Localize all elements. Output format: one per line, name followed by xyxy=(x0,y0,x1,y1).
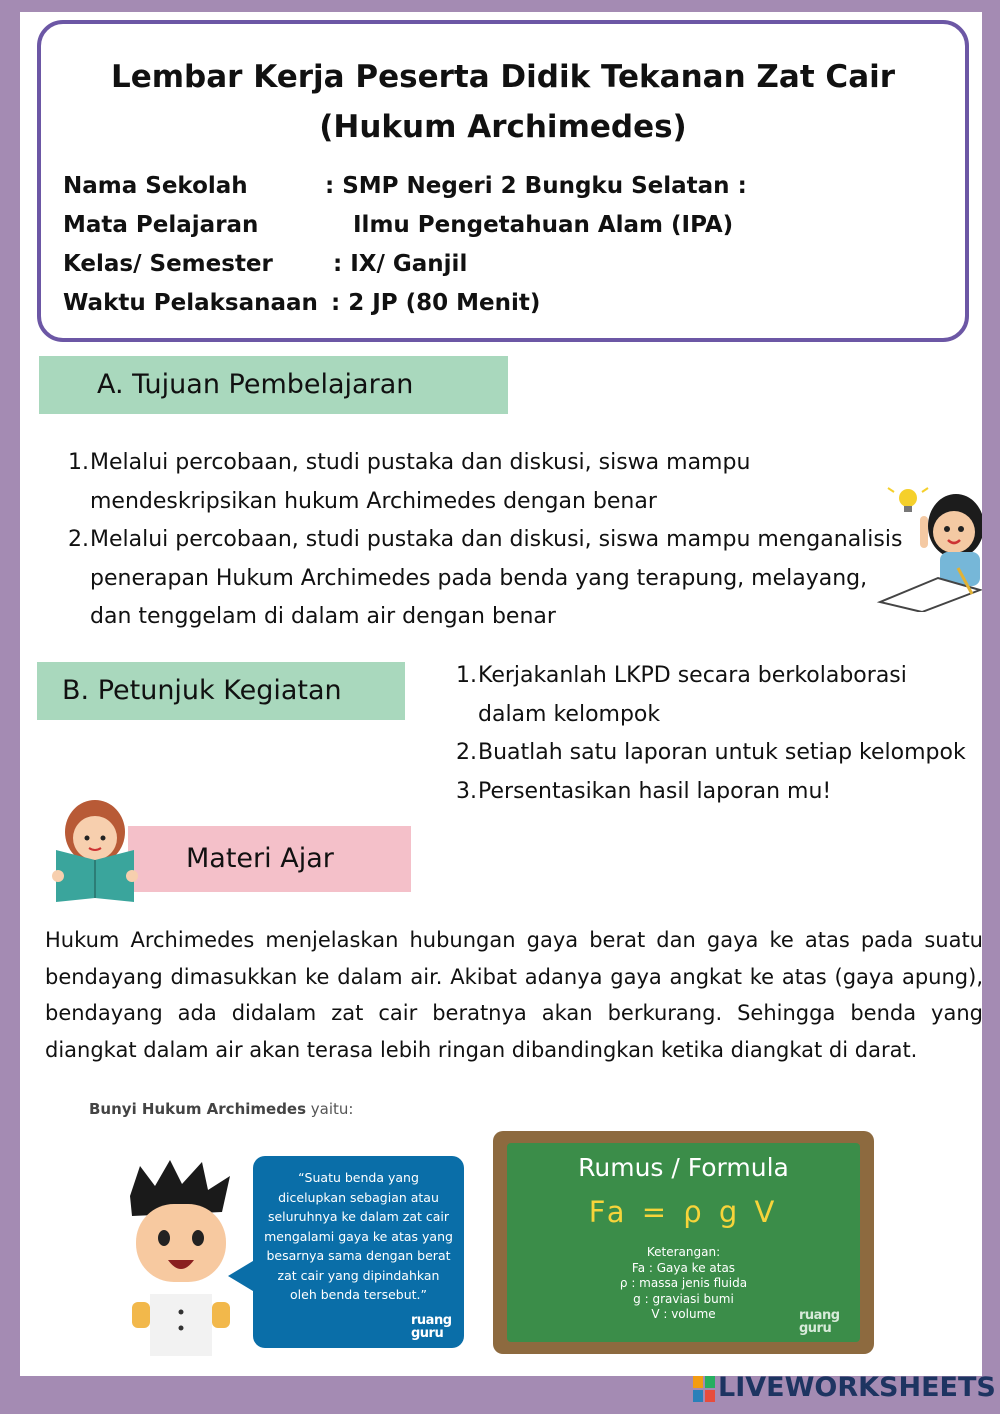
section-a-heading: A. Tujuan Pembelajaran xyxy=(97,369,414,400)
board-title: Rumus / Formula xyxy=(578,1153,789,1182)
list-text: dan tenggelam di dalam air dengan benar xyxy=(90,604,556,629)
chalkboard-surface xyxy=(507,1143,860,1342)
list-text: Kerjakanlah LKPD secara berkolaborasi xyxy=(478,663,907,688)
list-text: Buatlah satu laporan untuk setiap kelompok xyxy=(478,740,966,765)
info-label: Mata Pelajaran xyxy=(63,212,259,238)
list-text: Persentasikan hasil laporan mu! xyxy=(478,778,832,804)
section-a-heading-bar xyxy=(39,356,508,414)
title-line-1: Lembar Kerja Peserta Didik Tekanan Zat Cair xyxy=(110,59,896,95)
boy-thumbs-up-illustration xyxy=(110,1156,250,1356)
legend-item: ρ : massa jenis fluida xyxy=(619,1276,748,1290)
list-text: Melalui percobaan, studi pustaka dan diskusi, siswa mampu xyxy=(90,450,751,475)
info-label: Kelas/ Semester xyxy=(63,251,273,277)
title-line-2: (Hukum Archimedes) xyxy=(319,109,687,145)
info-label: Nama Sekolah xyxy=(63,173,248,199)
materi-heading-bar xyxy=(128,826,411,892)
info-label: Waktu Pelaksanaan xyxy=(63,290,318,316)
section-b-heading: B. Petunjuk Kegiatan xyxy=(62,675,342,706)
list-number: 3. xyxy=(456,778,477,804)
page-title xyxy=(41,52,965,152)
list-text: penerapan Hukum Archimedes pada benda yang terapung, melayang, xyxy=(90,565,868,591)
info-value: : SMP Negeri 2 Bungku Selatan : xyxy=(325,173,747,199)
list-number: 2. xyxy=(456,740,477,765)
legend-item: V : volume xyxy=(651,1307,716,1321)
list-text: mendeskripsikan hukum Archimedes dengan benar xyxy=(90,488,657,514)
caption-bold: Bunyi Hukum Archimedes xyxy=(89,1100,307,1118)
header-box xyxy=(37,20,969,342)
info-value: : IX/ Ganjil xyxy=(333,251,468,277)
list-item xyxy=(456,734,982,773)
materi-heading: Materi Ajar xyxy=(186,843,334,874)
list-item xyxy=(68,521,908,637)
legend-item: g : graviasi bumi xyxy=(633,1291,734,1306)
list-item xyxy=(456,657,982,734)
info-value: Ilmu Pengetahuan Alam (IPA) xyxy=(353,212,734,238)
petunjuk-list xyxy=(456,657,982,811)
ruangguru-logo xyxy=(411,1314,452,1340)
legend-item: Fa : Gaya ke atas xyxy=(631,1260,736,1275)
board-formula: Fa = ρ g V xyxy=(588,1195,779,1229)
logo-line: guru xyxy=(799,1321,832,1336)
list-number: 1. xyxy=(456,663,477,688)
section-b-heading-bar xyxy=(37,662,405,720)
legend-heading: Keterangan: xyxy=(646,1245,721,1259)
liveworksheets-logo-icon xyxy=(693,1376,715,1402)
student-lightbulb-illustration xyxy=(876,482,982,612)
archimedes-law-bubble xyxy=(253,1156,464,1348)
list-text: Melalui percobaan, studi pustaka dan diskusi, siswa mampu menganalisis xyxy=(90,527,903,552)
liveworksheets-brand[interactable]: LIVEWORKSHEETS xyxy=(718,1372,996,1403)
list-number: 2. xyxy=(68,527,89,552)
bubble-text: “Suatu benda yang dicelupkan sebagian atau seluruhnya ke dalam zat cair mengalami gaya ke atas yang besarnya sama dengan berat zat cair yang dipindahkan oleh benda tersebut.” xyxy=(264,1170,453,1302)
figure-caption xyxy=(89,1100,353,1118)
logo-line: guru xyxy=(411,1326,444,1341)
caption-rest: yaitu: xyxy=(306,1100,354,1118)
logo-line: ruang xyxy=(411,1313,452,1328)
list-item xyxy=(456,773,982,812)
tujuan-list xyxy=(68,444,908,637)
logo-line: ruang xyxy=(799,1308,840,1323)
materi-paragraph: Hukum Archimedes menjelaskan hubungan gaya berat dan gaya ke atas pada suatu bendayang dimasukkan ke dalam air. Akibat adanya gaya angkat ke atas (gaya apung), bendayang ada didalam zat cair beratnya akan berkurang. Sehingga benda yang diangkat dalam air akan terasa lebih ringan dibandingkan ketika diangkat di darat. xyxy=(45,928,983,1062)
reading-girl-illustration xyxy=(52,798,138,904)
list-item xyxy=(68,444,908,521)
info-value: : 2 JP (80 Menit) xyxy=(331,290,541,316)
formula-chalkboard xyxy=(493,1131,874,1354)
list-number: 1. xyxy=(68,450,89,475)
list-text: dalam kelompok xyxy=(478,701,661,727)
ruangguru-logo xyxy=(799,1309,840,1335)
lightbulb-icon xyxy=(899,489,917,507)
